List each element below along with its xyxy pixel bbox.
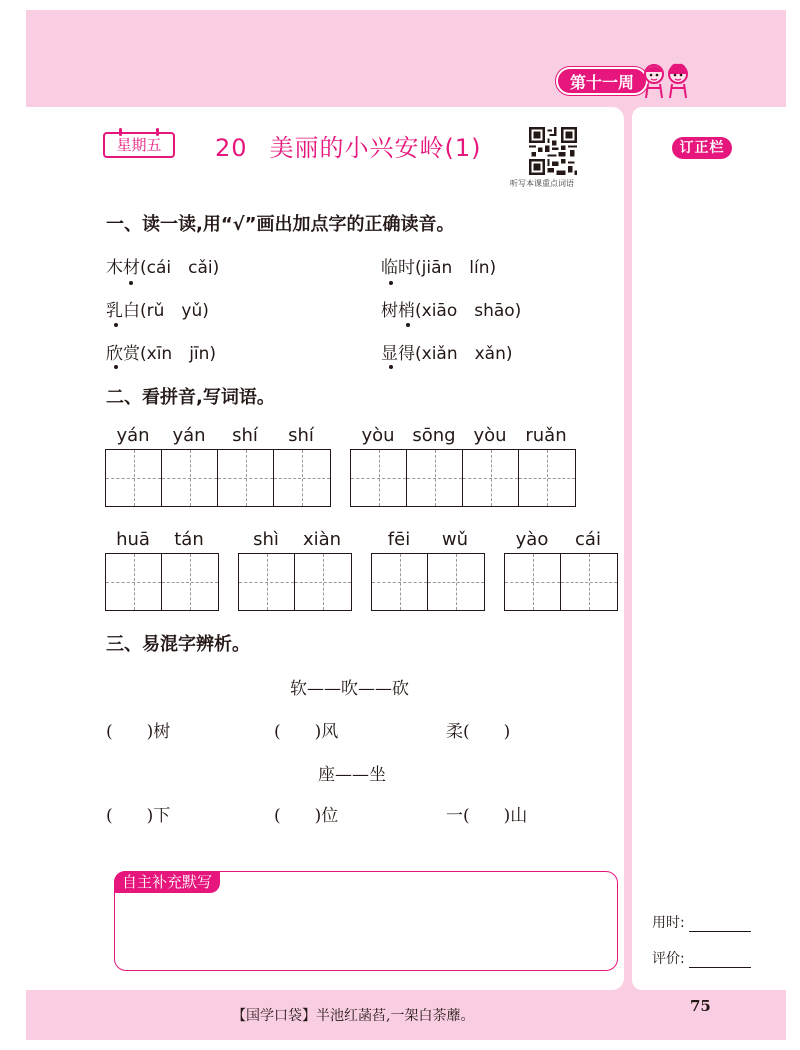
confusable-group-title: 座——坐: [318, 765, 386, 785]
time-field[interactable]: [652, 912, 751, 932]
kids-mascot-icon: [640, 60, 696, 100]
pinyin-label: yòu: [473, 425, 507, 446]
pinyin-label: yán: [172, 425, 206, 446]
writing-grid[interactable]: [105, 553, 219, 611]
pinyin-label: xiàn: [302, 529, 342, 550]
writing-cell[interactable]: [239, 554, 295, 610]
writing-cell[interactable]: [519, 450, 575, 506]
evaluation-blank[interactable]: [689, 954, 751, 968]
fill-blank[interactable]: 一( )山: [446, 806, 528, 826]
writing-cell[interactable]: [428, 554, 484, 610]
pinyin-label: yán: [116, 425, 150, 446]
emphasis-dot: [114, 323, 118, 327]
reading-item: 临时(jiān lín): [381, 258, 497, 278]
emphasis-dot: [389, 365, 393, 369]
pinyin-label: shí: [288, 425, 314, 446]
emphasis-dot: [129, 281, 133, 285]
writing-cell[interactable]: [505, 554, 561, 610]
writing-grid[interactable]: [105, 449, 331, 507]
lesson-name: 美丽的小兴安岭(1): [269, 134, 482, 162]
writing-cell[interactable]: [561, 554, 617, 610]
qr-code-icon[interactable]: [529, 127, 577, 175]
writing-grid[interactable]: [371, 553, 485, 611]
correction-panel: [632, 107, 786, 990]
writing-cell[interactable]: [106, 554, 162, 610]
fill-blank[interactable]: ( )风: [274, 722, 339, 742]
writing-grid[interactable]: [504, 553, 618, 611]
evaluation-label: 评价:: [652, 951, 685, 967]
writing-cell[interactable]: [463, 450, 519, 506]
pinyin-label: tán: [174, 529, 204, 550]
pinyin-label: ruǎn: [525, 425, 567, 446]
section2-heading: 二、看拼音,写词语。: [106, 387, 275, 408]
emphasis-dot: [389, 281, 393, 285]
correction-column-label: 订正栏: [672, 137, 732, 159]
lesson-title: [215, 128, 482, 163]
pinyin-label: sōng: [412, 425, 456, 446]
time-blank[interactable]: [689, 918, 751, 932]
time-label: 用时:: [652, 915, 685, 931]
emphasis-dot: [114, 365, 118, 369]
fill-blank[interactable]: ( )树: [106, 722, 171, 742]
emphasis-dot: [406, 323, 410, 327]
reading-item: 欣赏(xīn jīn): [106, 344, 217, 364]
reading-item: 树梢(xiāo shāo): [381, 301, 522, 321]
pinyin-label: shí: [232, 425, 258, 446]
pinyin-label: fēi: [387, 529, 411, 550]
writing-cell[interactable]: [218, 450, 274, 506]
pinyin-label: yòu: [361, 425, 395, 446]
pinyin-label: cái: [575, 529, 601, 550]
writing-cell[interactable]: [162, 554, 218, 610]
fill-blank[interactable]: 柔( ): [446, 722, 511, 742]
writing-cell[interactable]: [407, 450, 463, 506]
pinyin-label: wǔ: [441, 529, 469, 550]
writing-cell[interactable]: [295, 554, 351, 610]
writing-cell[interactable]: [162, 450, 218, 506]
week-tab: 第十一周: [556, 67, 648, 95]
writing-cell[interactable]: [351, 450, 407, 506]
confusable-group-title: 软——吹——砍: [290, 679, 409, 699]
lesson-number: 20: [215, 134, 248, 162]
evaluation-field[interactable]: [652, 948, 751, 968]
section1-heading: 一、读一读,用“√”画出加点字的正确读音。: [106, 214, 455, 235]
writing-cell[interactable]: [372, 554, 428, 610]
writing-cell[interactable]: [106, 450, 162, 506]
footer-quote: 【国学口袋】半池红菡萏,一架白荼蘼。: [232, 1008, 475, 1024]
pinyin-label: yào: [515, 529, 549, 550]
supplement-label: 自主补充默写: [114, 871, 220, 893]
page-number: 75: [690, 997, 711, 1015]
writing-cell[interactable]: [274, 450, 330, 506]
qr-caption: 听写本课重点词语: [510, 179, 574, 188]
writing-grid[interactable]: [350, 449, 576, 507]
weekday-badge: 星期五: [103, 132, 175, 158]
fill-blank[interactable]: ( )下: [106, 806, 171, 826]
section3-heading: 三、易混字辨析。: [106, 634, 250, 655]
writing-grid[interactable]: [238, 553, 352, 611]
pinyin-label: huā: [116, 529, 150, 550]
reading-item: 乳白(rǔ yǔ): [106, 301, 209, 321]
reading-item: 显得(xiǎn xǎn): [381, 344, 513, 364]
fill-blank[interactable]: ( )位: [274, 806, 339, 826]
reading-item: 木材(cái cǎi): [106, 258, 220, 278]
pinyin-label: shì: [253, 529, 279, 550]
